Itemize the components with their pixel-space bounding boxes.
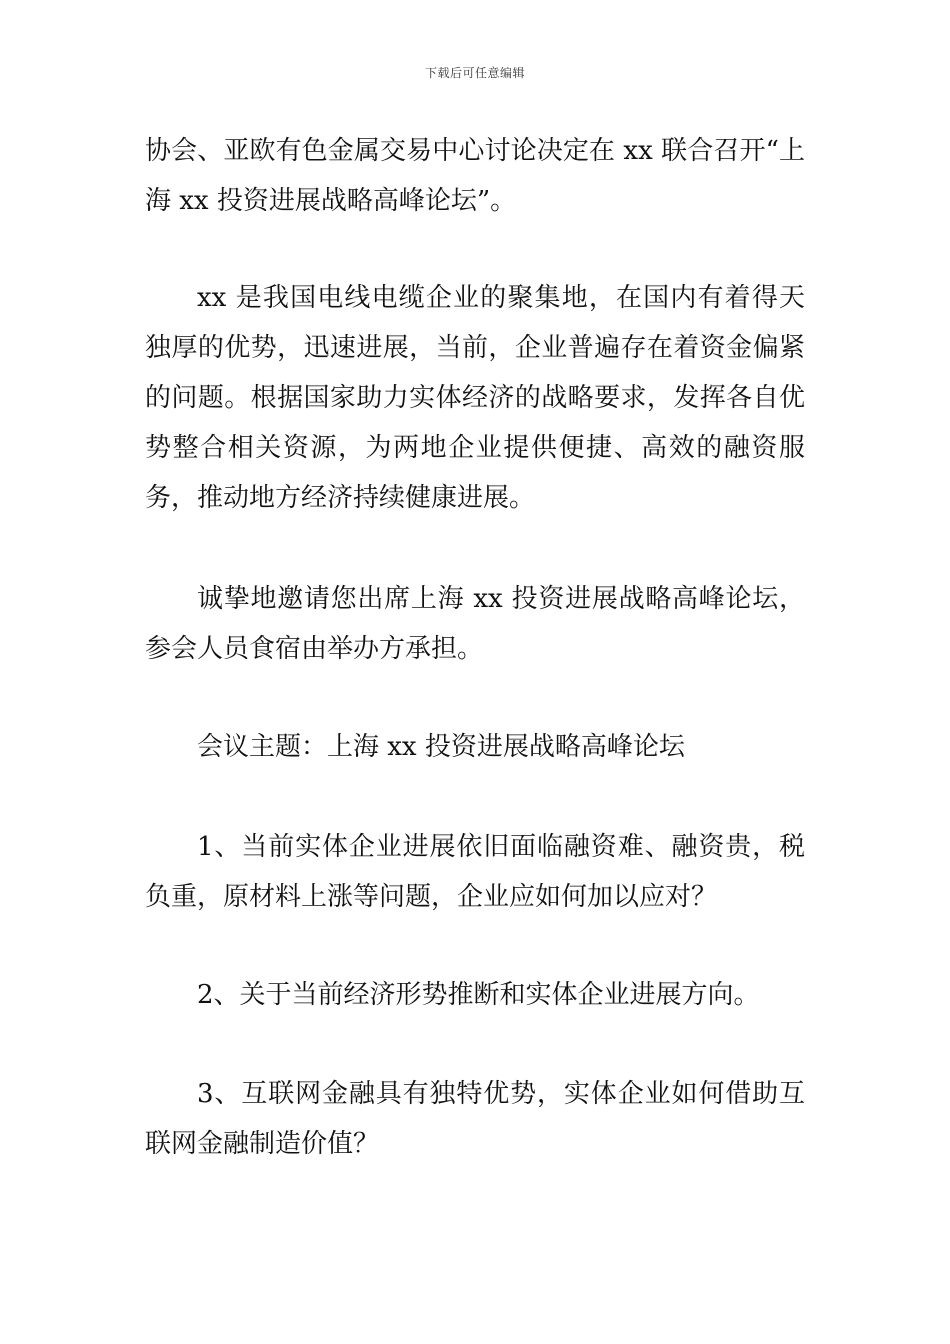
paragraph-continuation: 协会、亚欧有色金属交易中心讨论决定在 xx 联合召开“上海 xx 投资进展战略高峰论坛”。 (145, 136, 805, 216)
paragraph-meeting-theme: 会议主题：上海 xx 投资进展战略高峰论坛 (197, 732, 685, 762)
list-item-topic-2: 2、关于当前经济形势推断和实体企业进展方向。 (197, 980, 760, 1010)
page-header: 下载后可任意编辑 (424, 66, 525, 80)
paragraph-invitation: 诚挚地邀请您出席上海 xx 投资进展战略高峰论坛，参会人员食宿由举办方承担。 (145, 584, 805, 664)
list-item-topic-3: 3、互联网金融具有独特优势，实体企业如何借助互联网金融制造价值？ (145, 1079, 805, 1159)
paragraph-background: xx 是我国电线电缆企业的聚集地，在国内有着得天独厚的优势，迅速进展，当前，企业普遍存在着资金偏紧的问题。根据国家助力实体经济的战略要求，发挥各自优势整合相关资源，为两地企业提供便捷、高效的融资服务，推动地方经济持续健康进展。 (145, 283, 805, 513)
list-item-topic-1: 1、当前实体企业进展依旧面临融资难、融资贵，税负重，原材料上涨等问题，企业应如何加以应对？ (145, 832, 805, 912)
